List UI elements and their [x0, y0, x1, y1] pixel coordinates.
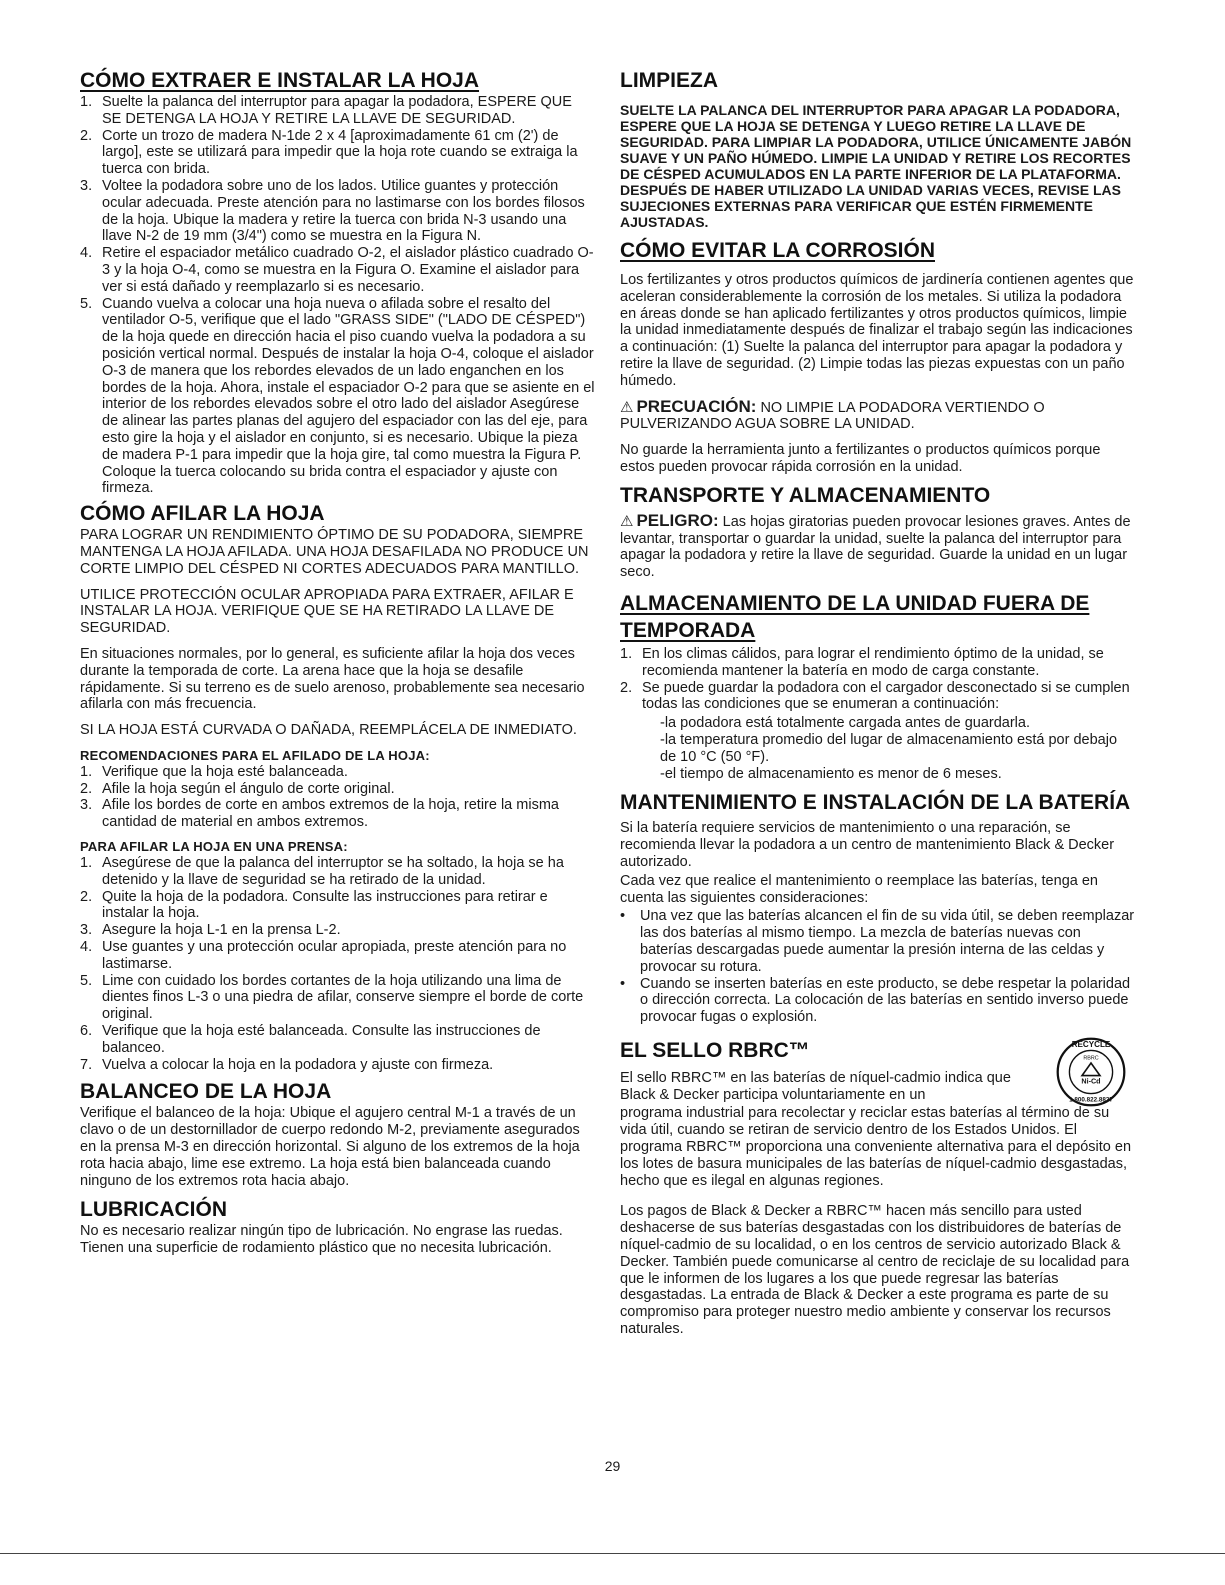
right-column: [620, 70, 1135, 1347]
bateria-paragraph-2: Cada vez que realice el mantenimiento o reemplace las baterías, tenga en cuenta las siguientes consideraciones:: [620, 872, 1098, 906]
list-item: • Una vez que las baterías alcancen el fin de su vida útil, se deben reemplazar las dos baterías al mismo tiempo. La mezcla de baterías nuevas con baterías descargadas puede aumentar la presión interna de las celdas y provocar su rotura.: [620, 908, 1135, 975]
precaucion-label: PRECUACIÓN:: [636, 396, 757, 416]
list-item: 1. Verifique que la hoja esté balanceada.: [80, 763, 348, 780]
heading-afilar: CÓMO AFILAR LA HOJA: [80, 502, 325, 526]
rbrc-recycle-seal-icon: [1055, 1036, 1127, 1108]
bateria-bullets: [620, 908, 1135, 1026]
rbrc-paragraph-1b: programa industrial para recolectar y reciclar estas baterías al término de su vida útil, cuando se retiran de servicio dentro de los Estados Unidos. El programa RBRC™ proporciona una conveniente alternativa para el depósito en los lotes de basura municipales de las baterías de níquel-cadmio desgastadas, hecho que es ilegal en algunas regiones.: [620, 1105, 1132, 1189]
almacen-sub-2: -la temperatura promedio del lugar de almacenamiento está por debajo de 10 °C (50 °F).: [660, 731, 1118, 765]
list-item: • Cuando se inserten baterías en este producto, se debe respetar la polaridad o dirección correcta. La colocación de las baterías en sentido inverso puede provocar fugas o explosión.: [620, 975, 1131, 1026]
almacen-list: [620, 646, 1135, 713]
page-number: 29: [604, 1458, 621, 1474]
heading-almacenamiento: ALMACENAMIENTO DE LA UNIDAD FUERA DE TEMPORADA: [620, 591, 1090, 642]
warning-triangle-icon: ⚠: [620, 398, 634, 416]
left-column: [80, 70, 595, 1266]
svg-text:RBRC: RBRC: [1083, 1055, 1099, 1062]
peligro-label: PELIGRO:: [636, 510, 719, 530]
heading-corrosion: CÓMO EVITAR LA CORROSIÓN: [620, 239, 935, 262]
heading-prensa: PARA AFILAR LA HOJA EN UNA PRENSA:: [80, 839, 348, 855]
peligro-text: Las hojas giratorias pueden provocar lesiones graves. Antes de levantar, transportar o guardar la unidad, suelte la palanca del interruptor para apagar la podadora y retire la llave de seguridad. Guarde la unidad en un lugar seco.: [620, 513, 1131, 581]
bateria-paragraph-1: Si la batería requiere servicios de mantenimiento o una reparación, se recomienda llevar la podadora a un centro de mantenimiento Black & Decker autorizado.: [620, 820, 1115, 870]
afilar-paragraph-3: En situaciones normales, por lo general, es suficiente afilar la hoja dos veces durante la temporada de corte. La arena hace que la hoja se desafile rápidamente. Si su terreno es de suelo arenoso, probablemente sea necesario afilarla con más frecuencia.: [80, 645, 585, 713]
heading-balanceo: BALANCEO DE LA HOJA: [80, 1080, 332, 1104]
rbrc-paragraph-1a: El sello RBRC™ en las baterías de níquel-cadmio indica que Black & Decker participa voluntariamente en un: [620, 1069, 1011, 1103]
heading-transporte: TRANSPORTE Y ALMACENAMIENTO: [620, 483, 991, 507]
almacen-sub-3: -el tiempo de almacenamiento es menor de 6 meses.: [660, 765, 1002, 782]
list-item: 2. Quite la hoja de la podadora. Consulte las instrucciones para retirar e instalar la hoja.: [80, 888, 548, 922]
svg-text:Ni-Cd: Ni-Cd: [1081, 1076, 1101, 1086]
heading-bateria: MANTENIMIENTO E INSTALACIÓN DE LA BATERÍA: [620, 791, 1131, 815]
list-item: 3. Voltee la podadora sobre uno de los lados. Utilice guantes y protección ocular adecuada. Preste atención para no lastimarse con los bordes filosos de la hoja. Ubique la madera y retire la tuerca con brida N-3 usando una llave N-2 de 19 mm (3/4") como se muestra en la Figura N.: [80, 177, 585, 245]
heading-limpieza: LIMPIEZA: [620, 69, 718, 92]
svg-text:RECYCLE: RECYCLE: [1071, 1039, 1111, 1049]
heading-recomendaciones: RECOMENDACIONES PARA EL AFILADO DE LA HOJA:: [80, 747, 430, 763]
corrosion-paragraph-1: Los fertilizantes y otros productos químicos de jardinería contienen agentes que aceleran considerablemente la corrosión de los metales. Si utiliza la podadora en áreas donde se han aplicado fertilizantes y otros productos químicos, limpie la unidad inmediatamente después de finalizar el trabajo según las indicaciones a continuación: (1) Suelte la palanca del interruptor para apagar la podadora y retire la llave de seguridad. (2) Limpie todas las piezas expuestas con un paño húmedo.: [620, 272, 1134, 389]
bottom-rule: [0, 1553, 1225, 1554]
afilar-paragraph-4: SI LA HOJA ESTÁ CURVADA O DAÑADA, REEMPLÁCELA DE INMEDIATO.: [80, 722, 577, 739]
warning-triangle-icon: ⚠: [620, 512, 634, 530]
list-item: 1. En los climas cálidos, para lograr el rendimiento óptimo de la unidad, se recomienda mantener la batería en modo de carga constante.: [620, 645, 1104, 679]
heading-rbrc: EL SELLO RBRC™: [620, 1038, 810, 1062]
list-item: 2. Afile la hoja según el ángulo de corte original.: [80, 780, 395, 797]
rbrc-section: [620, 1040, 1135, 1104]
list-item: 2. Corte un trozo de madera N-1de 2 x 4 [aproximadamente 61 cm (2') de largo], este se utilizará para impedir que la hoja rote cuando se extraiga la tuerca con brida.: [80, 127, 578, 178]
rbrc-paragraph-2: Los pagos de Black & Decker a RBRC™ hacen más sencillo para usted deshacerse de sus baterías desgastadas con los distribuidores de baterías de níquel-cadmio de su localidad, o en los centros de servicio autorizado Black & Decker. También puede comunicarse al centro de reciclaje de su localidad para que le informen de los lugares a los que puede regresar las baterías desgastadas. La entrada de Black & Decker a este programa es parte de su compromiso para proteger nuestro medio ambiente y conservar los recursos naturales.: [620, 1203, 1130, 1338]
almacen-sub-1: -la podadora está totalmente cargada antes de guardarla.: [660, 715, 1030, 732]
list-item: 3. Asegure la hoja L-1 en la prensa L-2.: [80, 922, 341, 939]
extraer-list: [80, 94, 595, 497]
prensa-list: [80, 855, 595, 1073]
precaucion-text: NO LIMPIE LA PODADORA VERTIENDO O PULVERIZANDO AGUA SOBRE LA UNIDAD.: [620, 399, 1045, 433]
afilar-paragraph-2: UTILICE PROTECCIÓN OCULAR APROPIADA PARA EXTRAER, AFILAR E INSTALAR LA HOJA. VERIFIQUE QUE SE HA RETIRADO LA LLAVE DE SEGURIDAD.: [80, 586, 574, 637]
list-item: 1. Asegúrese de que la palanca del interruptor se ha soltado, la hoja se ha detenido y la llave de seguridad se ha retirado de la unidad.: [80, 855, 564, 888]
list-item: 3. Afile los bordes de corte en ambos extremos de la hoja, retire la misma cantidad de material en ambos extremos.: [80, 797, 559, 831]
limpieza-paragraph: SUELTE LA PALANCA DEL INTERRUPTOR PARA APAGAR LA PODADORA, ESPERE QUE LA HOJA SE DETENGA Y LUEGO RETIRE LA LLAVE DE SEGURIDAD. PARA LIMPIAR LA PODADORA, UTILICE ÚNICAMENTE JABÓN SUAVE Y UN PAÑO HÚMEDO. LIMPIE LA UNIDAD Y RETIRE LOS RECORTES DE CÉSPED ACUMULADOS EN LA PARTE INFERIOR DE LA PLATAFORMA. DESPUÉS DE HABER UTILIZADO LA UNIDAD VARIAS VECES, REVISE LAS SUJECIONES EXTERNAS PARA VERIFICAR QUE ESTÉN FIRMEMENTE AJUSTADAS.: [620, 102, 1132, 230]
afilar-paragraph-1: PARA LOGRAR UN RENDIMIENTO ÓPTIMO DE SU PODADORA, SIEMPRE MANTENGA LA HOJA AFILADA. UNA HOJA DESAFILADA NO PRODUCE UN CORTE LIMPIO DEL CÉSPED NI CORTES ADECUADOS PARA MANTILLO.: [80, 527, 589, 577]
recom-list: [80, 764, 595, 831]
list-item: 6. Verifique que la hoja esté balanceada. Consulte las instrucciones de balanceo.: [80, 1023, 541, 1056]
peligro-warning: [620, 510, 1135, 581]
list-item: 4. Retire el espaciador metálico cuadrado O-2, el aislador plástico cuadrado O-3 y la hoja O-4, como se muestra en la Figura O. Examine el aislador para ver si está dañado y reemplazarlo si es necesario.: [80, 245, 594, 295]
list-item: 5. Lime con cuidado los bordes cortantes de la hoja utilizando una lima de dientes finos L-3 o una piedra de afilar, conserve siempre el borde de corte original.: [80, 972, 584, 1023]
balanceo-paragraph: Verifique el balanceo de la hoja: Ubique el agujero central M-1 a través de un clavo o de un destornillador de cuerpo redondo M-2, previamente asegurados en la prensa M-3 en dirección horizontal. Si alguno de los extremos de la hoja rota hacia abajo, lime ese extremo. La hoja está bien balanceada cuando ninguno de los extremos rota hacia abajo.: [80, 1105, 580, 1189]
heading-extraer: CÓMO EXTRAER E INSTALAR LA HOJA: [80, 69, 480, 92]
corrosion-paragraph-2: No guarde la herramienta junto a fertilizantes o productos químicos porque estos pueden provocar rápida corrosión en la unidad.: [620, 442, 1101, 475]
svg-text:1.800.822.8837: 1.800.822.8837: [1069, 1096, 1113, 1104]
precaucion-warning: [620, 396, 1135, 434]
list-item: 2. Se puede guardar la podadora con el cargador desconectado si se cumplen todas las condiciones que se enumeran a continuación:: [620, 679, 1130, 713]
list-item: 5. Cuando vuelva a colocar una hoja nueva o afilada sobre el resalto del ventilador O-5, verifique que el lado "GRASS SIDE" ("LADO DE CÉSPED") de la hoja quede en dirección hacia el piso cuando vuelva la podadora a su posición vertical normal. Después de instalar la hoja O-4, coloque el aislador O-3 de manera que los rebordes elevados de un lado enganchen en los bordes de la hoja. Ahora, instale el espaciador O-2 para que se asiente en el interior de los rebordes elevados sobre el otro lado del aislador Asegúrese de alinear las partes planas del agujero del espaciador con las del eje, para esto gire la hoja y el aislador en conjunto, si es necesario. Ubique la pieza de madera P-1 para impedir que la hoja gire, tal como muestra la Figura P. Coloque la tuerca colocando su brida contra el espaciador y ajuste con firmeza.: [80, 295, 595, 497]
list-item: 4. Use guantes y una protección ocular apropiada, preste atención para no lastimarse.: [80, 939, 567, 972]
list-item: 1. Suelte la palanca del interruptor para apagar la podadora, ESPERE QUE SE DETENGA LA HOJA Y RETIRE LA LLAVE DE SEGURIDAD.: [80, 94, 572, 127]
list-item: 7. Vuelva a colocar la hoja en la podadora y ajuste con firmeza.: [80, 1056, 494, 1073]
lubricacion-paragraph: No es necesario realizar ningún tipo de lubricación. No engrase las ruedas. Tienen una superficie de rodamiento plástico que no necesita lubricación.: [80, 1223, 563, 1257]
heading-lubricacion: LUBRICACIÓN: [80, 1198, 227, 1222]
